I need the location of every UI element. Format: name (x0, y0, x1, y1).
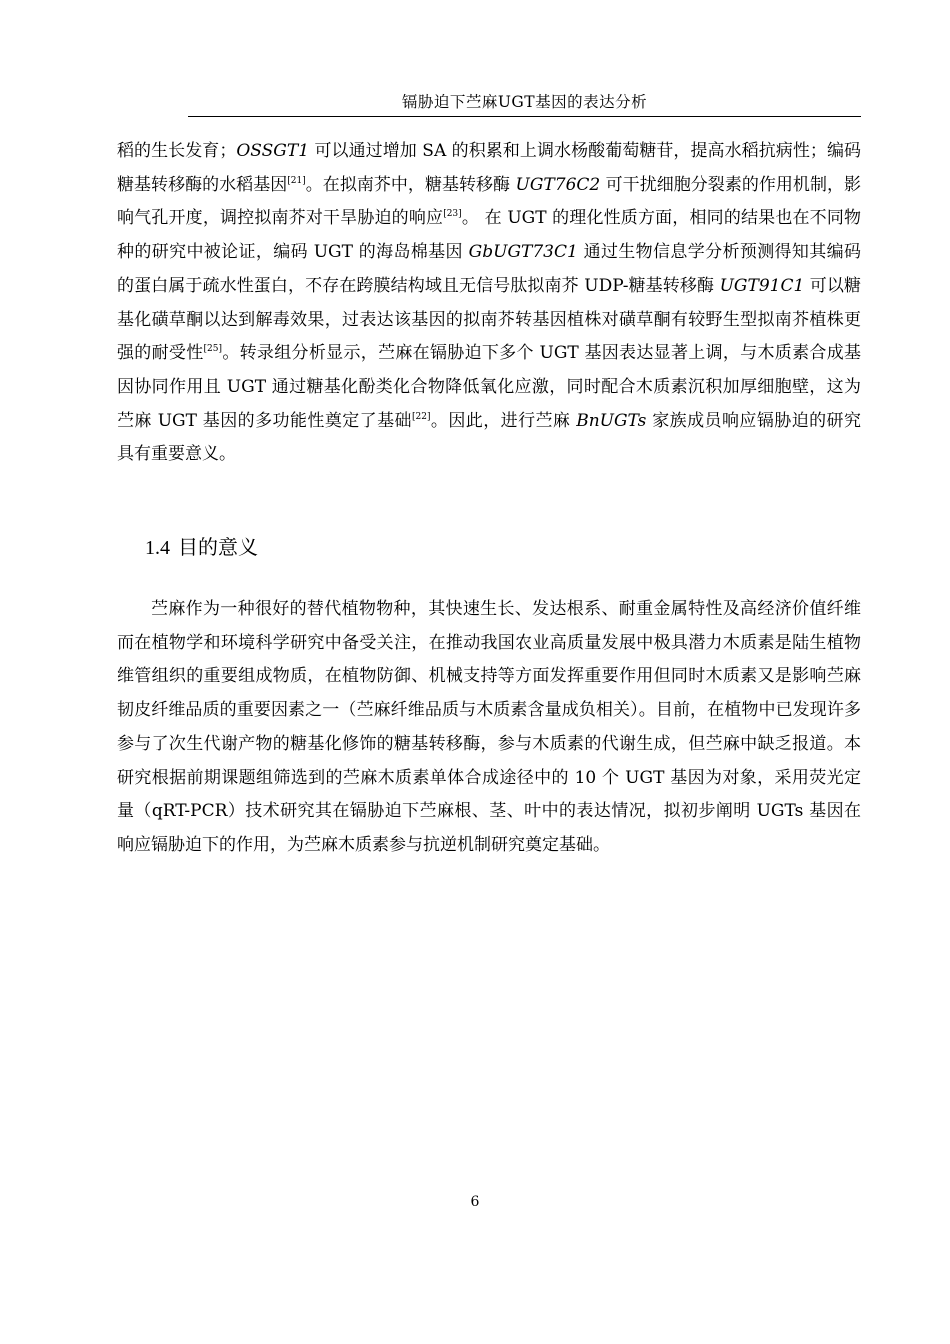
text-run: 稻的生长发育； (117, 141, 237, 161)
text-run: 可以通过增加 SA 的积累和上调水杨酸葡萄糖苷，提高水稻抗病性；编码糖基转移酶的水稻基因 (117, 141, 862, 195)
section-title: 目的意义 (178, 535, 258, 559)
section-number: 1.4 (145, 537, 170, 559)
section-heading (145, 533, 258, 562)
gene-name: OSSGT1 (236, 141, 310, 161)
text-run: 可干扰细胞分裂素的作用机制，影响气孔开度，调控拟南芥对干旱胁迫的响应 (117, 174, 862, 229)
text-run: 可以糖基化磺草酮以达到解毒效果，过表达该基因的拟南芥转基因植株对磺草酮有较野生型拟南芥植株更强的耐受性 (117, 275, 861, 364)
gene-name: GbUGT73C1 (468, 242, 578, 263)
citation: [25] (203, 344, 223, 355)
text-run: 。在拟南芥中，糖基转移酶 (305, 174, 516, 195)
gene-name: UGT91C1 (719, 275, 805, 296)
text-run: 。转录组分析显示，苎麻在镉胁迫下多个 UGT 基因表达显著上调，与木质素合成基因协同作用且 UGT 通过糖基化酚类化合物降低氧化应激，同时配合木质素沉积加厚细胞壁，这为苎麻 UGT 基因的多功能性奠定了基础 (117, 343, 862, 431)
gene-name: UGT76C2 (515, 174, 601, 195)
citation: [21] (287, 175, 306, 186)
body-paragraph-2: 苎麻作为一种很好的替代植物物种，其快速生长、发达根系、耐重金属特性及高经济价值纤维而在植物学和环境科学研究中备受关注，在推动我国农业高质量发展中极具潜力木质素是陆生植物维管组织的重要组成物质，在植物防御、机械支持等方面发挥重要作用但同时木质素又是影响苎麻韧皮纤维品质的重要因素之一（苎麻纤维品质与木质素含量成负相关）。目前，在植物中已发现许多参与了次生代谢产物的糖基化修饰的糖基转移酶，参与木质素的代谢生成，但苎麻中缺乏报道。本研究根据前期课题组筛选到的苎麻木质素单体合成途径中的 10 个 UGT 基因为对象，采用荧光定量（qRT-PCR）技术研究其在镉胁迫下苎麻根、茎、叶中的表达情况，拟初步阐明 UGTs 基因在响应镉胁迫下的作用，为苎麻木质素参与抗逆机制研究奠定基础。 (117, 599, 861, 855)
text-run: 通过生物信息学分析预测得知其编码的蛋白属于疏水性蛋白，不存在跨膜结构域且无信号肽拟南芥 UDP-糖基转移酶 (117, 242, 861, 296)
page-number: 6 (470, 1194, 480, 1210)
text-run: 家族成员响应镉胁迫的研究具有重要意义。 (117, 410, 861, 465)
text-run: 。 在 UGT 的理化性质方面，相同的结果也在不同物种的研究中被论证，编码 UGT 的海岛棉基因 (117, 208, 861, 263)
running-header: 镉胁迫下苎麻UGT基因的表达分析 (188, 90, 861, 117)
citation: [23] (443, 209, 462, 220)
text-run: 。因此，进行苎麻 (430, 410, 577, 431)
citation: [22] (411, 411, 431, 422)
body-paragraph-1 (117, 135, 861, 472)
gene-name: BnUGTs (576, 410, 647, 431)
